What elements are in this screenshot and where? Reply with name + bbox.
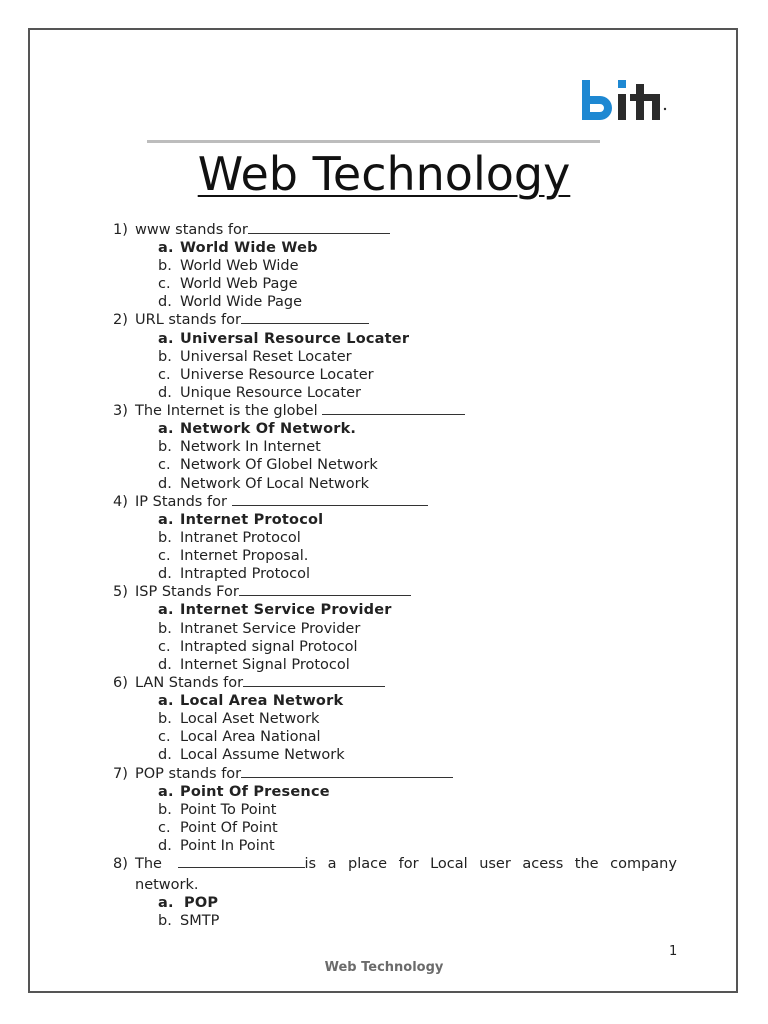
- question-8: 8) The is a place for Local user acess the company network.: [113, 856, 677, 893]
- question-1-option-b: b. World Web Wide: [158, 258, 299, 274]
- answer-blank: [241, 311, 369, 324]
- question-6-option-c: c. Local Area National: [158, 729, 321, 745]
- question-8-option-a: a. POP: [158, 895, 219, 911]
- question-5: 5) ISP Stands For: [113, 583, 411, 601]
- answer-blank: [178, 855, 305, 868]
- page-number: 1: [669, 944, 678, 959]
- bit-logo: [580, 78, 668, 124]
- question-7-option-a: a. Point Of Presence: [158, 784, 330, 800]
- question-6-option-a: a. Local Area Network: [158, 693, 344, 709]
- answer-blank: [248, 221, 390, 234]
- answer-blank: [322, 402, 465, 415]
- question-6: 6) LAN Stands for: [113, 674, 385, 692]
- question-4-option-b: b. Intranet Protocol: [158, 530, 301, 546]
- question-2-option-c: c. Universe Resource Locater: [158, 367, 374, 383]
- question-5-option-b: b. Intranet Service Provider: [158, 621, 361, 637]
- question-2-option-d: d. Unique Resource Locater: [158, 385, 361, 401]
- question-2-option-a: a. Universal Resource Locater: [158, 331, 410, 347]
- question-4: 4) IP Stands for: [113, 493, 428, 511]
- question-4-option-a: a. Internet Protocol: [158, 512, 324, 528]
- question-7: 7) POP stands for: [113, 765, 453, 783]
- question-5-option-a: a. Internet Service Provider: [158, 602, 392, 618]
- question-7-option-c: c. Point Of Point: [158, 820, 278, 836]
- question-5-option-d: d. Internet Signal Protocol: [158, 657, 350, 673]
- question-7-option-b: b. Point To Point: [158, 802, 277, 818]
- question-1-option-c: c. World Web Page: [158, 276, 298, 292]
- question-3-option-c: c. Network Of Globel Network: [158, 457, 378, 473]
- question-3-option-a: a. Network Of Network.: [158, 421, 357, 437]
- question-1-option-d: d. World Wide Page: [158, 294, 303, 310]
- question-5-option-c: c. Intrapted signal Protocol: [158, 639, 358, 655]
- question-4-option-c: c. Internet Proposal.: [158, 548, 309, 564]
- answer-blank: [243, 674, 385, 687]
- question-6-option-d: d. Local Assume Network: [158, 747, 345, 763]
- question-2: 2) URL stands for: [113, 311, 369, 329]
- question-7-option-d: d. Point In Point: [158, 838, 275, 854]
- question-1: 1) www stands for: [113, 221, 390, 239]
- answer-blank: [239, 583, 411, 596]
- question-4-option-d: d. Intrapted Protocol: [158, 566, 311, 582]
- question-6-option-b: b. Local Aset Network: [158, 711, 320, 727]
- question-3-option-d: d. Network Of Local Network: [158, 476, 370, 492]
- answer-blank: [241, 765, 453, 778]
- question-3: 3) The Internet is the globel: [113, 402, 465, 420]
- question-2-option-b: b. Universal Reset Locater: [158, 349, 352, 365]
- question-3-option-b: b. Network In Internet: [158, 439, 321, 455]
- title-rule: [147, 140, 600, 143]
- footer-text: Web Technology: [324, 960, 444, 975]
- answer-blank: [232, 493, 428, 506]
- page-title: Web Technology: [197, 147, 571, 201]
- question-8-option-b: b. SMTP: [158, 913, 220, 929]
- question-1-option-a: a. World Wide Web: [158, 240, 318, 256]
